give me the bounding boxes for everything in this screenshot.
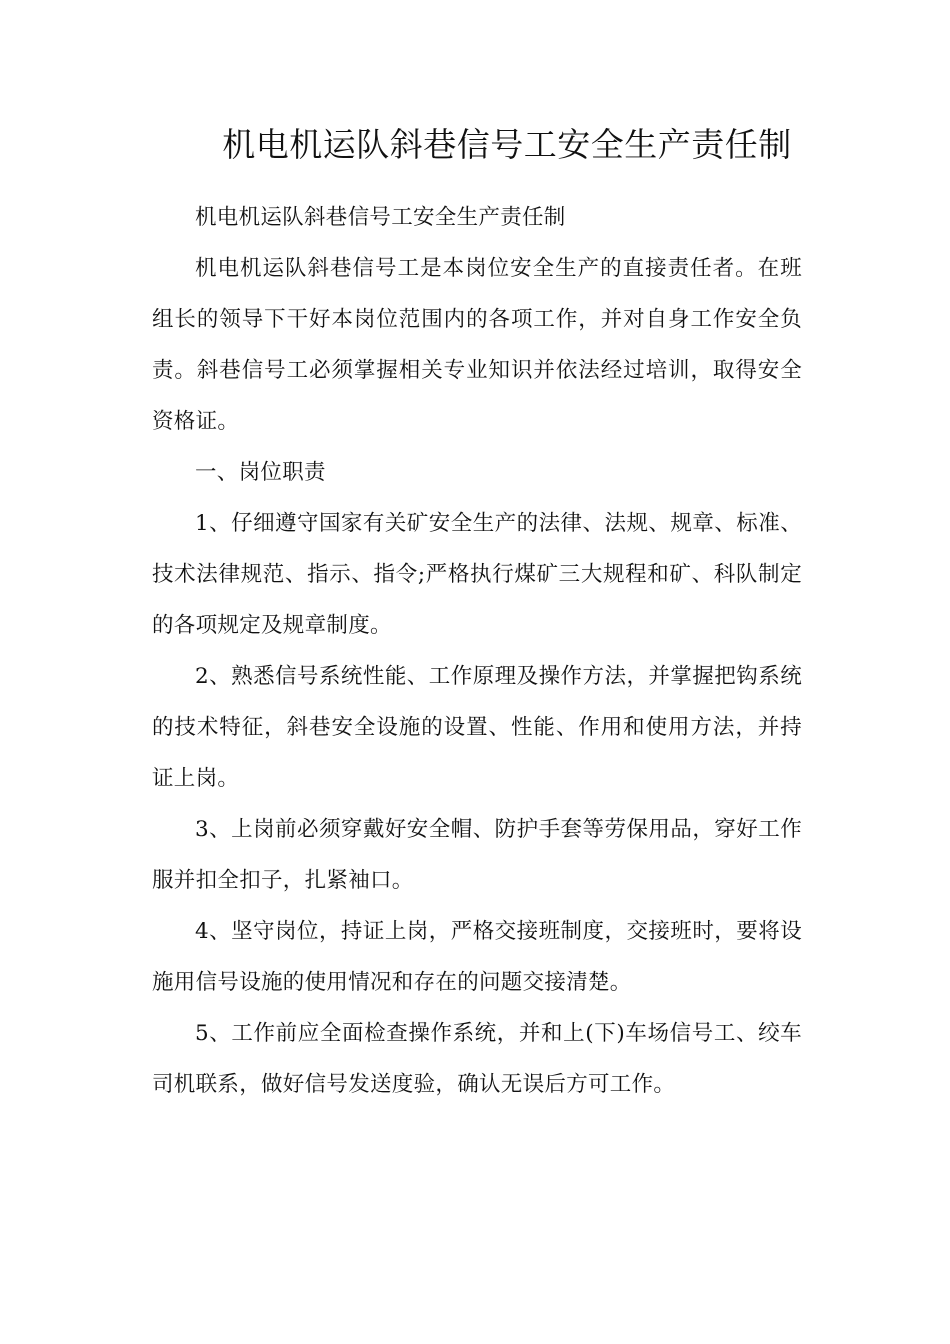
document-title: 机电机运队斜巷信号工安全生产责任制: [222, 125, 792, 164]
intro-paragraph: 机电机运队斜巷信号工是本岗位安全生产的直接责任者。在班组长的领导下干好本岗位范围内的各项工作，并对自身工作安全负责。斜巷信号工必须掌握相关专业知识并依法经过培训，取得安全资格证。: [152, 256, 802, 434]
document-body: [152, 192, 802, 1110]
section-heading: 一、岗位职责: [195, 460, 326, 485]
duty-item-4: 4、坚守岗位，持证上岗，严格交接班制度，交接班时，要将设施用信号设施的使用情况和存在的问题交接清楚。: [152, 919, 802, 995]
duty-item-2: 2、熟悉信号系统性能、工作原理及操作方法，并掌握把钩系统的技术特征，斜巷安全设施的设置、性能、作用和使用方法，并持证上岗。: [152, 664, 802, 791]
duty-item-3: 3、上岗前必须穿戴好安全帽、防护手套等劳保用品，穿好工作服并扣全扣子，扎紧袖口。: [152, 817, 802, 893]
subtitle-paragraph: 机电机运队斜巷信号工安全生产责任制: [195, 205, 566, 230]
duty-item-1: 1、仔细遵守国家有关矿安全生产的法律、法规、规章、标准、技术法律规范、指示、指令;严格执行煤矿三大规程和矿、科队制定的各项规定及规章制度。: [152, 511, 802, 638]
duty-item-5: 5、工作前应全面检查操作系统，并和上(下)车场信号工、绞车司机联系，做好信号发送度验，确认无误后方可工作。: [152, 1021, 802, 1097]
